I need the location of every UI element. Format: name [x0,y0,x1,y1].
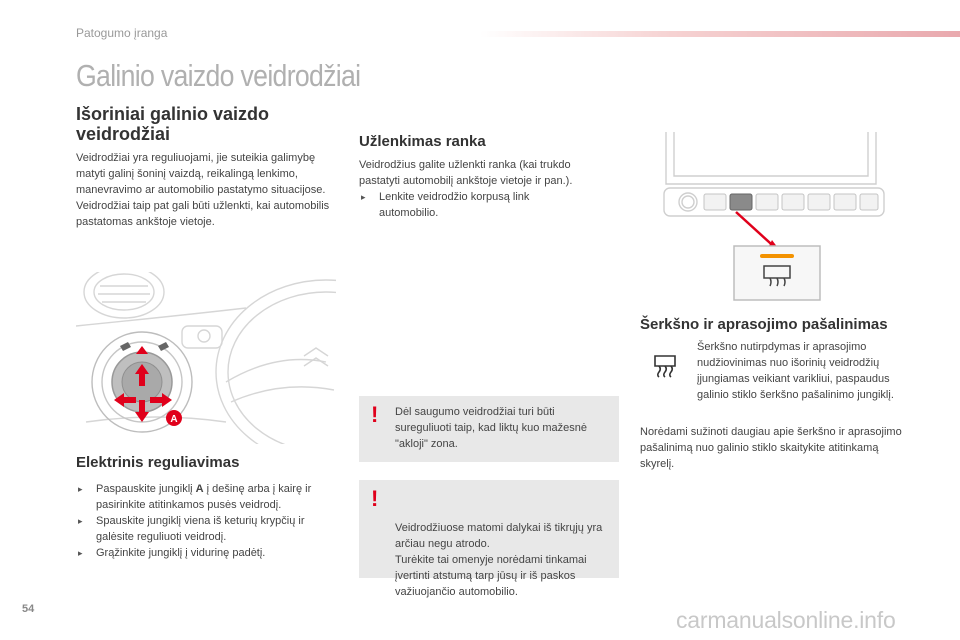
control-panel-illustration [640,132,902,304]
control-panel-drawing [640,132,902,304]
distance-note: ! Veidrodžiuose matomi dalykai iš tikrųjų yra arčiau negu atrodo. Turėkite tai omenyje norėdami tinkamai įvertinti atstumą tarp jūsų ir iš paskos važiuojančio automobilio. [359,480,619,578]
page-number: 54 [22,603,35,615]
defrost-text: Šerkšno nutirpdymas ir aprasojimo nudžiovinimas nuo išorinių veidrodžių įjungiamas veikiant varikliui, paspaudus galinio stiklo šerkšno pašalinimo jungiklį. [697,341,894,401]
mirror-switch-illustration [76,272,336,444]
switch-ref-a: A [195,483,204,495]
watermark: carmanualsonline.info [676,607,896,633]
safety-note: ! Dėl saugumo veidrodžiai turi būti sureguliuoti taip, kad liktų kuo mažesnė "akloji" zona. [359,396,619,462]
defrost-more-info: Norėdami sužinoti daugiau apie šerkšno ir aprasojimo pašalinimą nuo galinio stiklo skaitykite atitinkamą skyrelį. [640,426,902,470]
list-item: ▸ Lenkite veidrodžio korpusą link automobilio. [359,189,589,221]
manual-fold-title: Užlenkimas ranka [359,133,486,150]
warning-exclamation-icon: ! [371,402,379,427]
header-gradient-bar [480,31,960,37]
section-header: Patogumo įranga [76,26,168,40]
mirror-switch-drawing [76,272,336,444]
manual-fold-list [359,189,589,221]
page-title: Galinio vaizdo veidrodžiai [76,58,361,93]
list-item: ▸ Grąžinkite jungiklį į vidurinę padėtį. [76,545,338,561]
exterior-mirrors-title: Išoriniai galinio vaizdo veidrodžiai [76,104,270,144]
switch-label-a: A [170,414,178,425]
electric-adjustment-title: Elektrinis reguliavimas [76,454,240,471]
list-item: ▸ Spauskite jungiklį viena iš keturių krypčių ir galėsite reguliuoti veidrodį. [76,513,338,545]
rear-defrost-icon [652,352,678,378]
defrost-title: Šerkšno ir aprasojimo pašalinimas [640,316,888,333]
electric-adjustment-list [76,481,338,561]
list-item: ▸ Paspauskite jungiklį A į dešinę arba į kairę ir pasirinkite atitinkamos pusės veidrodį. [76,481,338,513]
exterior-mirrors-intro: Veidrodžiai yra reguliuojami, jie suteikia galimybę matyti galinį šoninį vaizdą, reikalingą lenkimo, manevravimo ar automobilio pastatymo situacijose. Veidrodžiai taip pat gali būti užlenkti, kai automobilis pastatomas ankštoje vietoje. [76,152,330,228]
warning-exclamation-icon: ! [371,486,379,511]
manual-fold-text: Veidrodžius galite užlenkti ranka (kai trukdo pastatyti automobilį ankštoje vietoje ir pan.). [359,159,573,187]
